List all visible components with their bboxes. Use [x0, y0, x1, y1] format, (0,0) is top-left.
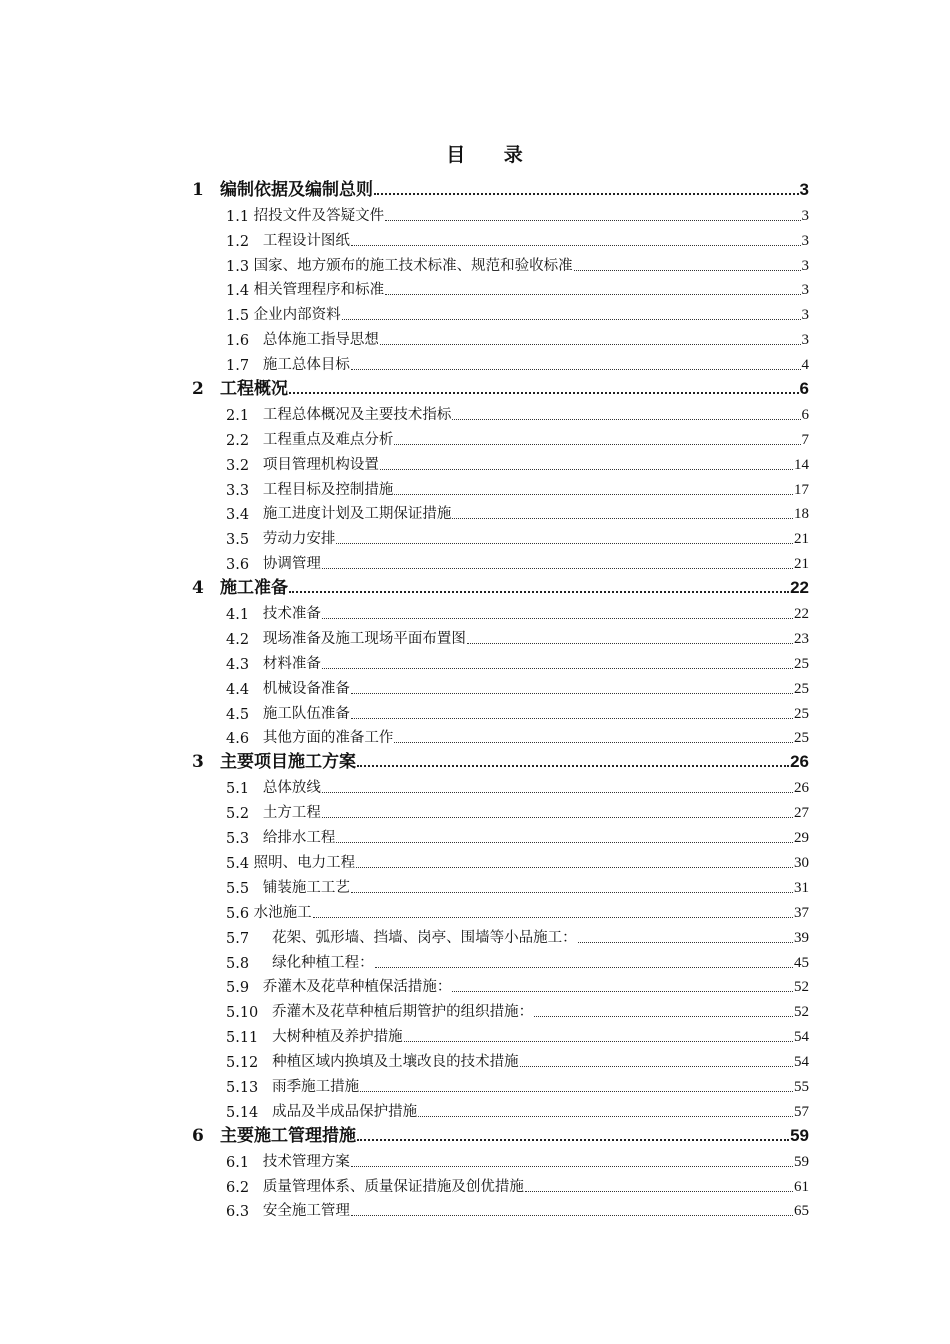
toc-entry-title: 安全施工管理	[253, 1203, 350, 1220]
toc-dot-leader	[351, 892, 793, 893]
toc-page-number: 25	[794, 730, 809, 747]
toc-dot-leader	[351, 1215, 793, 1216]
toc-page-number: 17	[794, 481, 809, 498]
toc-page-number: 23	[794, 630, 809, 647]
toc-section-entry[interactable]	[226, 1171, 809, 1196]
toc-section-entry[interactable]	[226, 996, 809, 1021]
toc-dot-leader	[322, 568, 793, 569]
toc-entry-number: 1.4	[226, 283, 254, 300]
toc-page-number: 25	[794, 705, 809, 722]
toc-section-entry[interactable]	[226, 623, 809, 648]
toc-page-number: 22	[790, 578, 809, 598]
toc-page-number: 6	[799, 379, 809, 399]
toc-section-entry[interactable]	[226, 947, 809, 972]
toc-entry-number: 5.9	[226, 980, 254, 997]
toc-dot-leader	[380, 344, 801, 345]
toc-entry-number: 6.3	[226, 1204, 254, 1221]
toc-dot-leader	[351, 1166, 793, 1167]
toc-entry-number: 5.11	[226, 1030, 263, 1047]
toc-chapter-entry[interactable]	[192, 573, 809, 598]
toc-dot-leader	[374, 193, 799, 195]
toc-entry-title: 质量管理体系、质量保证措施及创优措施	[253, 1178, 524, 1195]
toc-entry-number: 4.3	[226, 656, 254, 673]
toc-entry-title: 施工总体目标	[253, 357, 350, 374]
toc-dot-leader	[394, 444, 800, 445]
toc-section-entry[interactable]	[226, 349, 809, 374]
toc-entry-title: 总体施工指导思想	[253, 332, 379, 349]
toc-page-number: 25	[794, 655, 809, 672]
toc-dot-leader	[289, 591, 789, 593]
toc-page-number: 18	[794, 506, 809, 523]
toc-dot-leader	[351, 369, 801, 370]
toc-dot-leader	[385, 294, 800, 295]
toc-dot-leader	[525, 1191, 793, 1192]
toc-entry-number: 4.2	[226, 631, 254, 648]
toc-dot-leader	[313, 917, 793, 918]
toc-entry-number: 4.5	[226, 706, 254, 723]
toc-entry-number: 6.2	[226, 1179, 254, 1196]
toc-entry-number: 3	[192, 752, 204, 773]
toc-section-entry[interactable]	[226, 548, 809, 573]
toc-chapter-entry[interactable]	[192, 374, 809, 399]
toc-page-number: 26	[794, 780, 809, 797]
toc-section-entry[interactable]	[226, 673, 809, 698]
toc-entry-number: 3.4	[226, 507, 254, 524]
toc-entry-title: 企业内部资料	[253, 307, 341, 324]
toc-entry-number: 4.4	[226, 681, 254, 698]
toc-section-entry[interactable]	[226, 1021, 809, 1046]
toc-dot-leader	[385, 220, 800, 221]
toc-entry-number: 5.7	[226, 930, 254, 947]
toc-dot-leader	[322, 792, 793, 793]
toc-entry-number: 1.7	[226, 358, 254, 375]
toc-chapter-entry[interactable]	[192, 1121, 809, 1146]
toc-section-entry[interactable]	[226, 897, 809, 922]
toc-dot-leader	[351, 693, 793, 694]
toc-entry-title: 总体放线	[253, 780, 321, 797]
toc-entry-title: 花架、弧形墙、挡墙、岗亭、围墙等小品施工：	[253, 929, 577, 946]
toc-entry-title: 土方工程	[253, 805, 321, 822]
toc-entry-title: 工程概况	[220, 379, 288, 400]
toc-page-number: 45	[794, 954, 809, 971]
toc-entry-number: 2.2	[226, 432, 254, 449]
toc-dot-leader	[351, 245, 801, 246]
toc-entry-title: 协调管理	[253, 556, 321, 573]
toc-entry-title: 大树种植及养护措施	[262, 1029, 403, 1046]
toc-section-entry[interactable]	[226, 1096, 809, 1121]
toc-page-number: 31	[794, 879, 809, 896]
toc-entry-title: 施工准备	[220, 578, 288, 599]
toc-entry-title: 技术准备	[253, 606, 321, 623]
toc-entry-number: 2.1	[226, 407, 254, 424]
toc-page-number: 59	[794, 1153, 809, 1170]
toc-page-number: 3	[801, 207, 809, 224]
toc-dot-leader	[375, 967, 793, 968]
toc-dot-leader	[289, 392, 799, 394]
toc-page-number: 14	[794, 456, 809, 473]
toc-page-number: 3	[801, 282, 809, 299]
toc-section-entry[interactable]	[226, 847, 809, 872]
toc-entry-title: 其他方面的准备工作	[253, 730, 394, 747]
toc-section-entry[interactable]	[226, 972, 809, 997]
toc-entry-number: 1.6	[226, 333, 254, 350]
toc-entry-title: 水池施工	[253, 904, 312, 921]
toc-section-entry[interactable]	[226, 324, 809, 349]
toc-entry-number: 6.1	[226, 1154, 254, 1171]
toc-section-entry[interactable]	[226, 723, 809, 748]
toc-page-number: 25	[794, 680, 809, 697]
toc-page-number: 27	[794, 805, 809, 822]
toc-section-entry[interactable]	[226, 772, 809, 797]
toc-dot-leader	[322, 618, 793, 619]
toc-entry-number: 5.4	[226, 855, 254, 872]
toc-entry-number: 5.13	[226, 1079, 263, 1096]
toc-page-number: 3	[799, 179, 809, 199]
toc-dot-leader	[534, 1016, 793, 1017]
toc-entry-number: 3.3	[226, 482, 254, 499]
toc-section-entry[interactable]	[226, 225, 809, 250]
toc-dot-leader	[357, 765, 789, 767]
toc-section-entry[interactable]	[226, 872, 809, 897]
toc-page-number: 37	[794, 904, 809, 921]
toc-entry-title: 机械设备准备	[253, 680, 350, 697]
toc-section-entry[interactable]	[226, 922, 809, 947]
toc-section-entry[interactable]	[226, 698, 809, 723]
toc-page-number: 22	[794, 606, 809, 623]
toc-entry-title: 项目管理机构设置	[253, 456, 379, 473]
toc-dot-leader	[578, 942, 793, 943]
toc-entry-number: 1.5	[226, 308, 254, 325]
toc-page-number: 6	[801, 406, 809, 423]
toc-entry-title: 施工进度计划及工期保证措施	[253, 506, 452, 523]
toc-section-entry[interactable]	[226, 797, 809, 822]
toc-entry-title: 现场准备及施工现场平面布置图	[253, 630, 466, 647]
toc-section-entry[interactable]	[226, 1071, 809, 1096]
toc-dot-leader	[394, 742, 793, 743]
toc-page-number: 65	[794, 1203, 809, 1220]
toc-dot-leader	[357, 1139, 789, 1141]
toc-entry-number: 6	[192, 1125, 204, 1146]
toc-entry-number: 5.5	[226, 880, 254, 897]
toc-section-entry[interactable]	[226, 523, 809, 548]
toc-section-entry[interactable]	[226, 1146, 809, 1171]
toc-entry-title: 施工队伍准备	[253, 705, 350, 722]
table-of-contents	[0, 175, 950, 1220]
toc-dot-leader	[467, 643, 793, 644]
toc-entry-number: 5.2	[226, 806, 254, 823]
toc-entry-title: 成品及半成品保护措施	[262, 1103, 418, 1120]
toc-dot-leader	[520, 1066, 793, 1067]
toc-chapter-entry[interactable]	[192, 747, 809, 772]
toc-page-number: 3	[801, 257, 809, 274]
toc-entry-title: 照明、电力工程	[253, 854, 356, 871]
toc-page-number: 54	[794, 1054, 809, 1071]
toc-dot-leader	[452, 518, 793, 519]
toc-entry-title: 工程目标及控制措施	[253, 481, 394, 498]
toc-entry-number: 4.6	[226, 731, 254, 748]
toc-section-entry[interactable]	[226, 299, 809, 324]
toc-section-entry[interactable]	[226, 275, 809, 300]
toc-entry-title: 工程重点及难点分析	[253, 431, 394, 448]
toc-page-number: 52	[794, 1004, 809, 1021]
toc-entry-title: 乔灌木及花草种植保活措施：	[253, 979, 452, 996]
toc-dot-leader	[336, 842, 793, 843]
toc-page-number: 26	[790, 752, 809, 772]
toc-section-entry[interactable]	[226, 449, 809, 474]
toc-section-entry[interactable]	[226, 598, 809, 623]
toc-dot-leader	[356, 867, 793, 868]
toc-section-entry[interactable]	[226, 399, 809, 424]
toc-entry-number: 1	[192, 179, 204, 200]
toc-entry-number: 3.5	[226, 532, 254, 549]
toc-section-entry[interactable]	[226, 200, 809, 225]
toc-entry-number: 4.1	[226, 607, 254, 624]
toc-entry-number: 4	[192, 578, 204, 599]
toc-entry-title: 编制依据及编制总则	[220, 179, 373, 200]
toc-entry-title: 国家、地方颁布的施工技术标准、规范和验收标准	[253, 257, 573, 274]
toc-page-number: 57	[794, 1103, 809, 1120]
toc-section-entry[interactable]	[226, 822, 809, 847]
toc-page-number: 52	[794, 979, 809, 996]
toc-entry-number: 5.12	[226, 1055, 263, 1072]
toc-page-number: 21	[794, 556, 809, 573]
toc-entry-number: 5.6	[226, 905, 254, 922]
toc-entry-title: 给排水工程	[253, 830, 336, 847]
toc-dot-leader	[342, 319, 801, 320]
toc-dot-leader	[452, 991, 793, 992]
toc-dot-leader	[418, 1116, 793, 1117]
toc-page-number: 54	[794, 1029, 809, 1046]
toc-entry-number: 3.2	[226, 457, 254, 474]
toc-page-number: 39	[794, 929, 809, 946]
toc-entry-title: 技术管理方案	[253, 1153, 350, 1170]
toc-entry-title: 主要项目施工方案	[220, 752, 356, 773]
toc-page-number: 55	[794, 1078, 809, 1095]
toc-dot-leader	[574, 270, 801, 271]
toc-dot-leader	[322, 668, 793, 669]
toc-dot-leader	[404, 1041, 793, 1042]
toc-entry-number: 1.3	[226, 258, 254, 275]
toc-entry-title: 相关管理程序和标准	[253, 282, 385, 299]
toc-page-number: 29	[794, 830, 809, 847]
toc-entry-title: 工程设计图纸	[253, 232, 350, 249]
toc-section-entry[interactable]	[226, 474, 809, 499]
toc-page-number: 21	[794, 531, 809, 548]
toc-section-entry[interactable]	[226, 1046, 809, 1071]
toc-dot-leader	[336, 543, 793, 544]
toc-entry-number: 3.6	[226, 557, 254, 574]
toc-dot-leader	[394, 494, 793, 495]
toc-dot-leader	[452, 419, 800, 420]
toc-section-entry[interactable]	[226, 1196, 809, 1221]
toc-entry-title: 劳动力安排	[253, 531, 336, 548]
toc-entry-title: 铺装施工工艺	[253, 879, 350, 896]
toc-page-number: 3	[801, 307, 809, 324]
toc-entry-number: 2	[192, 379, 204, 400]
toc-dot-leader	[360, 1091, 793, 1092]
toc-entry-number: 5.3	[226, 831, 254, 848]
toc-entry-title: 主要施工管理措施	[220, 1125, 356, 1146]
toc-entry-title: 绿化种植工程：	[253, 954, 374, 971]
toc-entry-title: 乔灌木及花草种植后期管护的组织措施：	[262, 1004, 534, 1021]
toc-entry-title: 雨季施工措施	[262, 1078, 360, 1095]
toc-section-entry[interactable]	[226, 499, 809, 524]
toc-entry-title: 材料准备	[253, 655, 321, 672]
page-title: 目 录	[446, 144, 524, 166]
toc-page-number: 61	[794, 1178, 809, 1195]
toc-entry-number: 5.1	[226, 781, 254, 798]
toc-section-entry[interactable]	[226, 250, 809, 275]
toc-entry-number: 5.8	[226, 955, 254, 972]
toc-dot-leader	[380, 469, 793, 470]
toc-entry-title: 招投文件及答疑文件	[253, 207, 385, 224]
toc-dot-leader	[351, 718, 793, 719]
toc-entry-title: 种植区域内换填及土壤改良的技术措施	[262, 1054, 519, 1071]
toc-page-number: 30	[794, 854, 809, 871]
toc-section-entry[interactable]	[226, 424, 809, 449]
toc-entry-number: 1.1	[226, 208, 254, 225]
toc-page-number: 3	[801, 332, 809, 349]
toc-page-number: 4	[801, 357, 809, 374]
toc-page-number: 59	[790, 1125, 809, 1145]
toc-page-number: 3	[801, 232, 809, 249]
toc-section-entry[interactable]	[226, 648, 809, 673]
toc-chapter-entry[interactable]	[192, 175, 809, 200]
toc-page-number: 7	[801, 431, 809, 448]
toc-entry-title: 工程总体概况及主要技术指标	[253, 406, 452, 423]
toc-dot-leader	[322, 817, 793, 818]
toc-entry-number: 1.2	[226, 233, 254, 250]
toc-entry-number: 5.10	[226, 1005, 263, 1022]
toc-entry-number: 5.14	[226, 1104, 263, 1121]
